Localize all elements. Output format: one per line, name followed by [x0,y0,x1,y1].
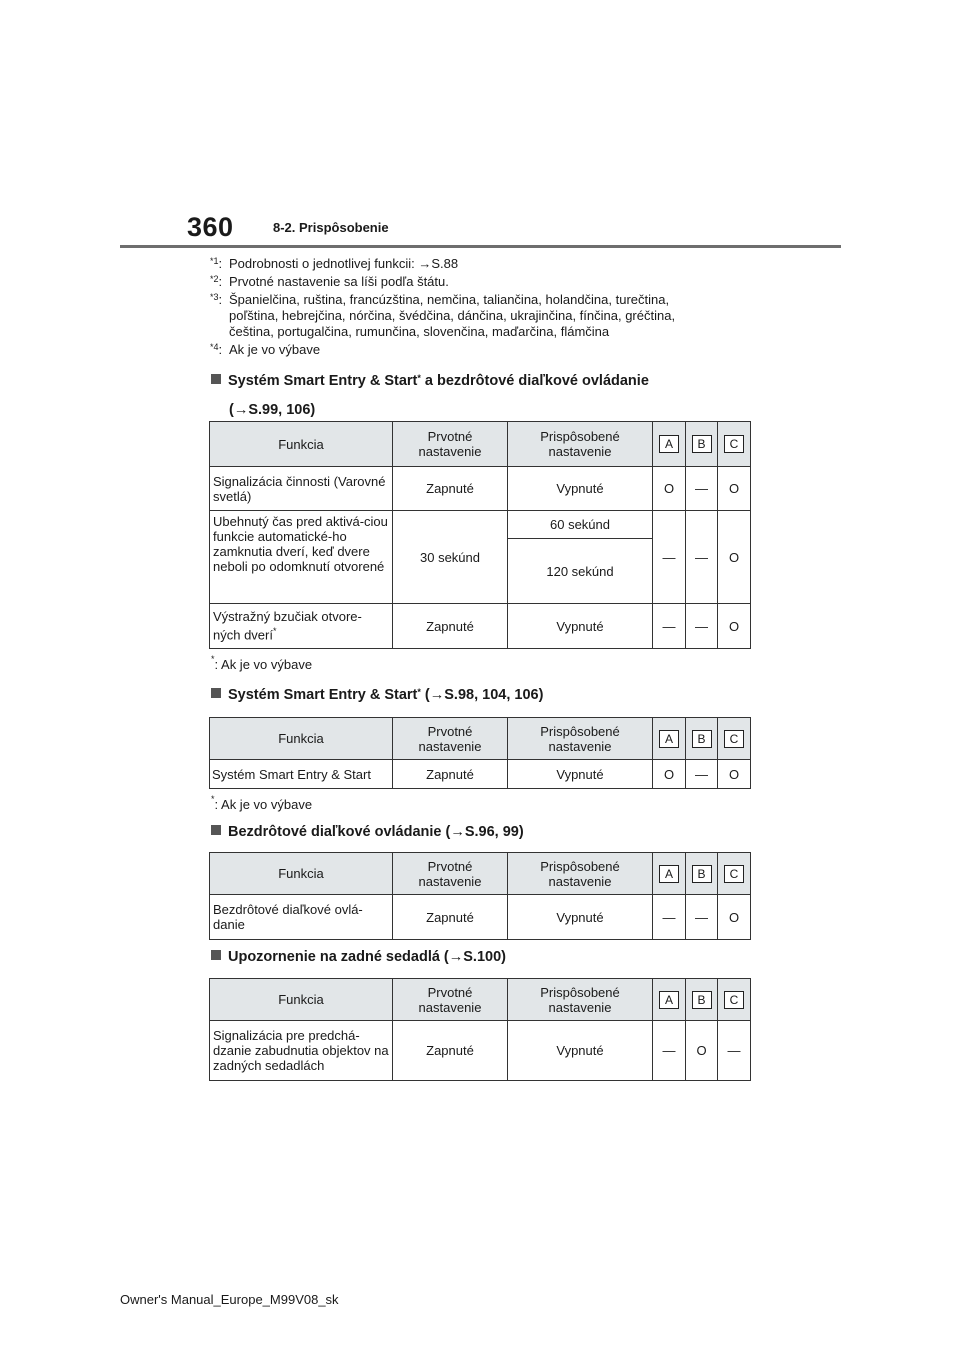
settings-table-rear-seat-reminder [209,978,751,1081]
cell-prisposobene: Vypnuté [508,604,653,649]
table-header-row [210,718,751,760]
col-header-c [718,718,751,760]
cell-a: O [653,467,686,511]
page-footer: Owner's Manual_Europe_M99V08_sk [120,1292,339,1307]
col-header-prvotne: Prvotné nastavenie [393,422,508,467]
col-header-b [686,718,718,760]
cell-prvotne: Zapnuté [393,1021,508,1081]
label-c-box: C [724,865,744,883]
notes-list [210,256,770,360]
cell-c: — [718,1021,751,1081]
cell-funkcia: Signalizácia činnosti (Varovné svetlá) [210,467,393,511]
note-1: $^{*1}$: Podrobnosti o jednotlivej funkcii: →S.88 [210,256,770,272]
col-header-b [686,853,718,895]
col-header-b [686,979,718,1021]
cell-prvotne: Zapnuté [393,604,508,649]
label-c-box: C [724,435,744,453]
settings-table-smart-entry-wireless [209,421,751,649]
table-row [210,467,751,511]
cell-b: — [686,511,718,604]
cell-prisposobene: Vypnuté [508,1021,653,1081]
cell-prisposobene: Vypnuté [508,467,653,511]
note-marker: *3 [210,292,219,302]
cell-funkcia: Ubehnutý čas pred aktivá-ciou funkcie automatické-ho zamknutia dverí, keď dvere neboli po odomknutí otvorené [210,511,393,604]
note-line: Španielčina, ruština, francúzština, nemčina, taliančina, holandčina, turečtina, [229,292,670,307]
table-row [210,760,751,789]
cell-b: — [686,604,718,649]
cell-prvotne: Zapnuté [393,467,508,511]
note-marker: *2 [210,274,219,284]
cell-funkcia: Signalizácia pre predchá-dzanie zabudnutia objektov na zadných sedadlách [210,1021,393,1081]
col-header-a [653,979,686,1021]
label-a-box: A [659,435,679,453]
label-a-box: A [659,865,679,883]
col-header-c [718,422,751,467]
note-line: poľština, hebrejčina, nórčina, švédčina, dánčina, ukrajinčina, fínčina, gréčtina, [229,308,676,323]
col-header-funkcia: Funkcia [210,853,393,895]
col-header-prisposobene: Prispôsobené nastavenie [508,718,653,760]
label-b-box: B [692,435,712,453]
cell-a: O [653,760,686,789]
table-row [210,604,751,649]
note-4: $^{*4}$: Ak je vo výbave [210,342,770,358]
section-heading-smart-entry-wireless: Systém Smart Entry & Start* a bezdrôtové diaľkové ovládanie (→S.99, 106) [211,371,649,421]
note-line: čeština, portugalčina, rumunčina, slovenčina, maďarčina, flámčina [229,324,610,339]
label-c-box: C [724,730,744,748]
note-line: Prvotné nastavenie sa líši podľa štátu. [229,274,449,289]
table-footnote: *: Ak je vo výbave [211,654,313,672]
cell-b: — [686,467,718,511]
section-heading-rear-seat-reminder: Upozornenie na zadné sedadlá (→S.100) [211,947,506,968]
cell-prvotne: 30 sekúnd [393,511,508,604]
col-header-b [686,422,718,467]
col-header-a [653,422,686,467]
table-row [210,1021,751,1081]
cell-c: O [718,760,751,789]
cell-a: — [653,511,686,604]
settings-table-smart-entry [209,717,751,789]
cell-c: O [718,467,751,511]
table-row [210,511,751,539]
note-3: $^{*3}$: Španielčina, ruština, francúzština, nemčina, taliančina, holandčina, turečtina, poľština, hebrejčina, nórčina, švédčina, dánčina, ukrajinčina, fínčina, gréčtina, čeština, portugalčina, rumunčina, slovenčina, maďarčina, flámčina [210,292,770,340]
col-header-funkcia: Funkcia [210,718,393,760]
label-a-box: A [659,991,679,1009]
col-header-prisposobene: Prispôsobené nastavenie [508,853,653,895]
cell-a: — [653,604,686,649]
table-header-row [210,422,751,467]
table-header-row [210,853,751,895]
note-2: $^{*2}$: Prvotné nastavenie sa líši podľa štátu. [210,274,770,290]
col-header-funkcia: Funkcia [210,979,393,1021]
label-b-box: B [692,865,712,883]
section-heading-wireless-remote: Bezdrôtové diaľkové ovládanie (→S.96, 99) [211,822,524,843]
cell-funkcia: Bezdrôtové diaľkové ovlá-danie [210,895,393,940]
table-row [210,895,751,940]
cell-c: O [718,511,751,604]
label-b-box: B [692,991,712,1009]
page-number: 360 [187,212,234,242]
note-line: Podrobnosti o jednotlivej funkcii: →S.88 [229,256,459,271]
label-a-box: A [659,730,679,748]
col-header-prvotne: Prvotné nastavenie [393,718,508,760]
cell-prisposobene: Vypnuté [508,760,653,789]
col-header-prisposobene: Prispôsobené nastavenie [508,422,653,467]
table-header-row [210,979,751,1021]
cell-c: O [718,604,751,649]
cell-prisposobene-option-2: 120 sekúnd [508,539,653,604]
col-header-funkcia: Funkcia [210,422,393,467]
header-rule [120,245,841,248]
cell-b: O [686,1021,718,1081]
col-header-c [718,853,751,895]
section-title: 8-2. Prispôsobenie [273,220,389,235]
col-header-prvotne: Prvotné nastavenie [393,979,508,1021]
note-marker: *1 [210,256,219,266]
cell-b: — [686,895,718,940]
square-bullet-icon [211,825,221,835]
col-header-prvotne: Prvotné nastavenie [393,853,508,895]
cell-prvotne: Zapnuté [393,760,508,789]
square-bullet-icon [211,374,221,384]
cell-c: O [718,895,751,940]
cell-a: — [653,895,686,940]
col-header-a [653,853,686,895]
cell-b: — [686,760,718,789]
table-footnote: *: Ak je vo výbave [211,794,313,812]
settings-table-wireless-remote [209,852,751,940]
col-header-prisposobene: Prispôsobené nastavenie [508,979,653,1021]
col-header-a [653,718,686,760]
label-c-box: C [724,991,744,1009]
col-header-c [718,979,751,1021]
note-marker: *4 [210,342,219,352]
square-bullet-icon [211,950,221,960]
section-heading-smart-entry: Systém Smart Entry & Start* (→S.98, 104, 106) [211,685,543,706]
cell-prisposobene: Vypnuté [508,895,653,940]
cell-a: — [653,1021,686,1081]
label-b-box: B [692,730,712,748]
cell-prisposobene-option-1: 60 sekúnd [508,511,653,539]
cell-prvotne: Zapnuté [393,895,508,940]
cell-funkcia: Systém Smart Entry & Start [210,760,393,789]
note-line: Ak je vo výbave [229,342,321,357]
cell-funkcia: Výstražný bzučiak otvore-ných dverí* [210,604,393,649]
square-bullet-icon [211,688,221,698]
